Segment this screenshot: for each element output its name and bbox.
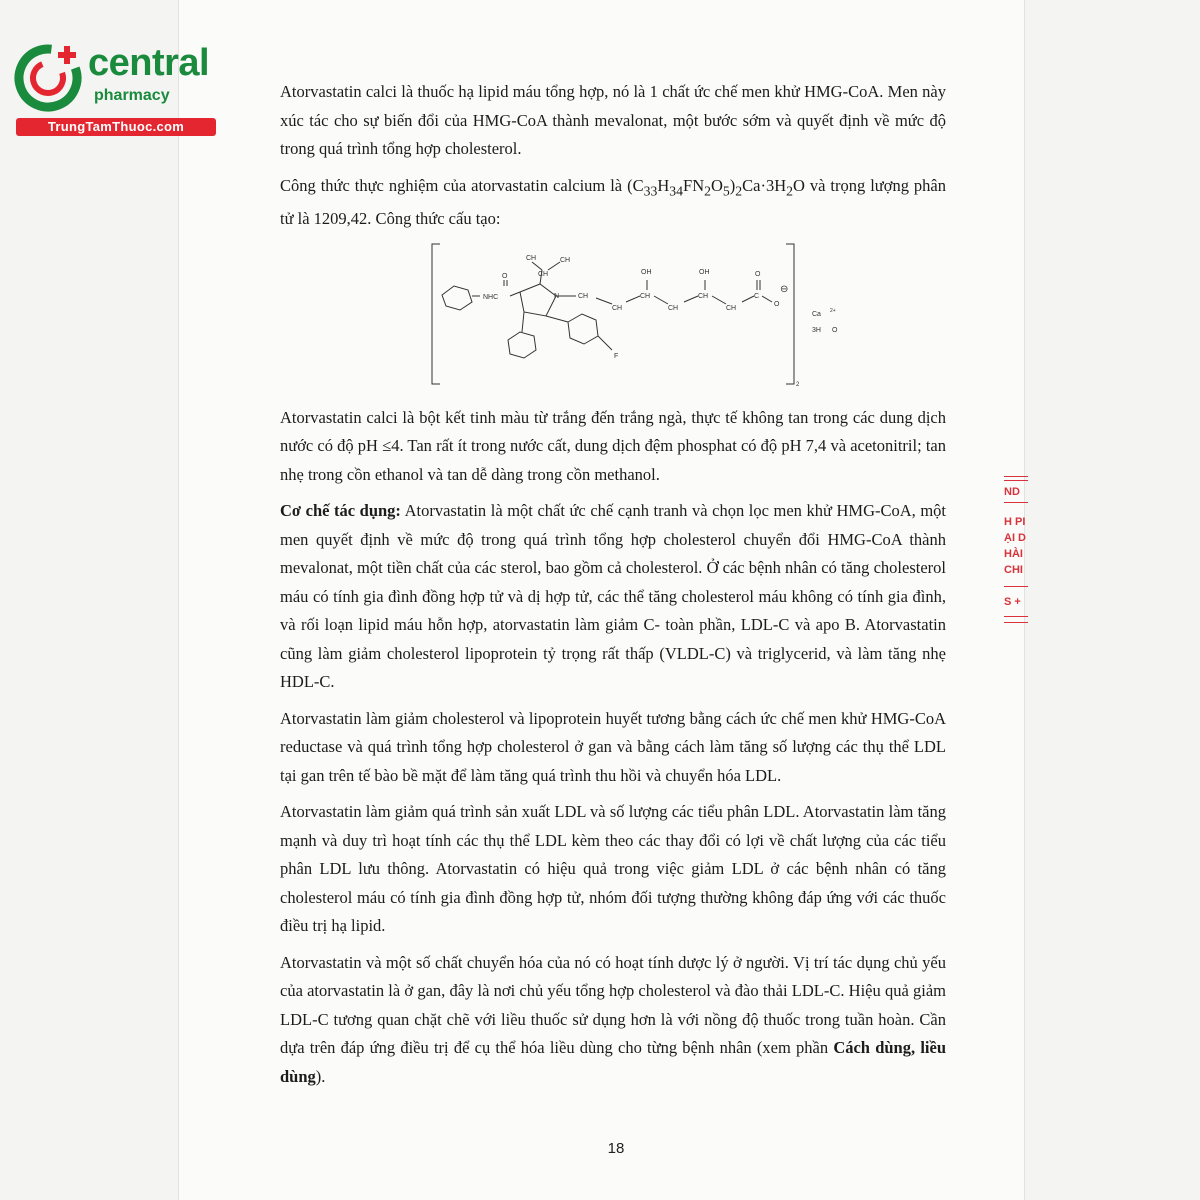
label-water: 3H bbox=[812, 327, 821, 334]
label-bracket-subscript: 2 bbox=[796, 382, 800, 388]
pharmacy-logo-icon bbox=[12, 40, 88, 116]
logo-website-banner: TrungTamThuoc.com bbox=[16, 118, 216, 136]
paragraph-plasma-lipids: Atorvastatin làm giảm cholesterol và lipoprotein huyết tương bằng cách ức chế men khử HMG-CoA reductase và quá trình tổng hợp cholesterol ở gan và bằng cách làm tăng số lượng các thụ thể LDL tại gan trên tế bào bề mặt để làm tăng quá trình thu hồi và chuyển hóa LDL. bbox=[280, 708, 946, 785]
mechanism-heading: Cơ chế tác dụng: bbox=[280, 501, 401, 521]
label-ch2-1: CH bbox=[578, 293, 589, 300]
logo-brand-name: central bbox=[88, 42, 210, 84]
paragraph-properties: Atorvastatin calci là bột kết tinh màu từ trắng đến trắng ngà, thực tế không tan trong các dung dịch nước có độ pH ≤4. Tan rất ít trong nước cất, dung dịch đệm phosphat có độ pH 7,4 và acetonitril; tan nhẹ trong cồn ethanol và tan dễ dàng trong cồn methanol. bbox=[280, 407, 946, 484]
label-ch3-left: CH bbox=[526, 255, 537, 262]
label-oh-1: OH bbox=[641, 269, 652, 276]
atorvastatin-structure-diagram bbox=[428, 240, 848, 390]
label-ch-top: CH bbox=[538, 271, 549, 278]
label-ch2-3: CH bbox=[668, 305, 679, 312]
paragraph-site-of-action: Atorvastatin và một số chất chuyển hóa của nó có hoạt tính dược lý ở người. Vị trí tác dụng chủ yếu của atorvastatin là ở gan, đây là nơi chủ yếu tổng hợp cholesterol và đào thải LDL-C. Hiệu quả giảm LDL-C tương quan chặt chẽ với liều thuốc sử dụng hơn là với nồng độ thuốc trong tuần hoàn. Cần dựa trên đáp ứng điều trị để cụ thể hóa liều dùng cho từng bệnh nhân (xem phần Cách dùng, liều dùng). bbox=[280, 952, 946, 1086]
label-ch-1: CH bbox=[640, 293, 651, 300]
label-ch3-right: CH bbox=[560, 257, 571, 264]
label-ch2-2: CH bbox=[612, 305, 623, 312]
label-oh-2: OH bbox=[699, 269, 710, 276]
label-ch2-4: CH bbox=[726, 305, 737, 312]
red-stamp: ND H PI ẠI D HÀI CHI S + bbox=[1000, 472, 1028, 632]
label-o-top: O bbox=[755, 271, 761, 278]
paragraph-mechanism: Cơ chế tác dụng: Atorvastatin là một chất ức chế cạnh tranh và chọn lọc men khử HMG-CoA, một men quyết định về mức độ trong quá trình tổng hợp cholesterol chuyển đổi HMG-CoA thành mevalonat, một tiền chất của các sterol, bao gồm cả cholesterol. Ở các bệnh nhân có tăng cholesterol máu có tính gia đình đồng hợp tử và dị hợp tử, các thể tăng cholesterol máu không có tính gia đình, và rối loạn lipid máu hỗn hợp, atorvastatin làm giảm C- toàn phần, LDL-C và apo B. Atorvastatin cũng làm giảm cholesterol lipoprotein tỷ trọng rất thấp (VLDL-C) và triglycerid, và làm tăng nhẹ HDL-C. bbox=[280, 501, 947, 692]
label-o-minus: O bbox=[774, 301, 780, 308]
central-pharmacy-logo[interactable] bbox=[8, 36, 218, 140]
label-charge: ⊖ bbox=[780, 284, 789, 295]
paragraph-intro: Atorvastatin calci là thuốc hạ lipid máu tổng hợp, nó là 1 chất ức chế men khử HMG-CoA. Men này xúc tác cho sự biến đổi của HMG-CoA thành mevalonat, một bước sớm và quyết định về mức độ trong quá trình tổng hợp cholesterol. bbox=[280, 82, 946, 158]
paragraph-ldl-production: Atorvastatin làm giảm quá trình sản xuất LDL và số lượng các tiểu phân LDL. Atorvastatin làm tăng mạnh và duy trì hoạt tính các thụ thể LDL kèm theo các thay đổi có lợi về chất lượng của các tiểu phân LDL lưu thông. Atorvastatin có hiệu quả trong việc giảm LDL ở các bệnh nhân có tăng cholesterol máu có tính gia đình đồng hợp tử, nhóm đối tượng thường không đáp ứng với các thuốc điều trị hạ lipid. bbox=[280, 802, 946, 936]
label-n: N bbox=[554, 293, 560, 300]
label-ch-2: CH bbox=[698, 293, 709, 300]
label-c: C bbox=[754, 293, 760, 300]
label-o-amide: O bbox=[502, 273, 508, 280]
label-water-o: O bbox=[832, 327, 838, 334]
dosage-reference: Cách dùng, liều dùng bbox=[280, 1038, 946, 1086]
label-ca: Ca bbox=[812, 311, 821, 318]
label-ca-charge: 2+ bbox=[830, 308, 836, 314]
logo-brand-sub: pharmacy bbox=[94, 87, 170, 104]
paragraph-formula: Công thức thực nghiệm của atorvastatin calcium là $(C_{33}H_{34}FN_2O_5)_2Ca\cdot 3H_2O$ và trọng lượng phân tử là 1209,42. Công thức cấu tạo: bbox=[280, 175, 946, 229]
label-f: F bbox=[614, 353, 619, 360]
label-nhc: NHC bbox=[483, 294, 499, 301]
document-body bbox=[280, 78, 946, 1099]
page-number: 18 bbox=[607, 1140, 625, 1157]
